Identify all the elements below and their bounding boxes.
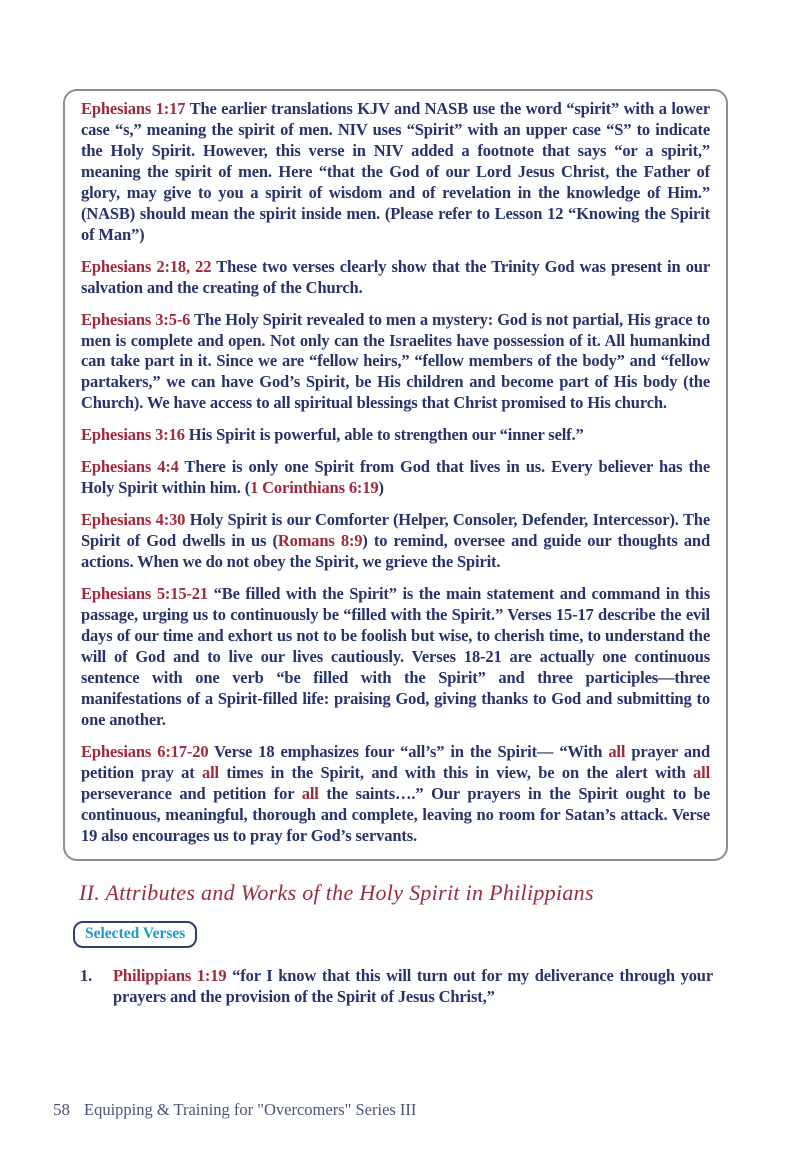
body-text: The earlier translations KJV and NASB use the word “spirit” with a lower case “s,” meaning the spirit of men. NIV uses “Spirit” with an upper case “S” to indicate the Holy Spirit. However, this verse in NIV added a footnote that says “or a spirit,” meaning the spirit of men. Here “that the God of our Lord Jesus Christ, the Father of glory, may give to you a spirit of wisdom and of revelation in the knowledge of Him.” (NASB) should mean the spirit inside men. (Please refer to Lesson 12 “Knowing the Spirit of Man”) (81, 99, 710, 244)
verse-paragraph (81, 457, 710, 499)
verse-reference: Ephesians 4:4 (81, 457, 179, 477)
verse-reference: Romans 8:9 (277, 531, 363, 551)
verse-list (80, 965, 713, 1008)
body-text: His Spirit is powerful, able to strengthen our “inner self.” (184, 425, 584, 445)
body-text: ) (378, 478, 384, 498)
verse-list-item (80, 965, 713, 1008)
verse-reference: all (301, 783, 319, 803)
verse-reference: Ephesians 2:18, 22 (81, 256, 212, 276)
body-text: There is only one Spirit from God that lives in us. Every believer has the Holy Spirit within him. ( (81, 457, 710, 498)
list-item-number: 1. (80, 965, 93, 985)
verse-reference: 1 Corinthians 6:19 (250, 478, 379, 498)
body-text: “Be filled with the Spirit” is the main statement and command in this passage, urging us to continuously be “filled with the Spirit.” Verses 15-17 describe the evil days of our time and exhort us not to be foolish but wise, to cherish time, to understand the will of God and to live our lives cautiously. Verses 18-21 are actually one continuous sentence with one verb “be filled with the Spirit” and three participles—three manifestations of a Spirit-filled life: praising God, giving thanks to God and submitting to one another. (81, 584, 710, 729)
page-number: 58 (53, 1100, 70, 1119)
verse-reference: all (693, 762, 710, 782)
verse-paragraph (81, 742, 710, 847)
verse-reference: Ephesians 5:15-21 (81, 584, 209, 604)
list-item-text (113, 965, 713, 1008)
verse-reference: Ephesians 4:30 (81, 510, 186, 530)
body-text: prayer and petition pray at (81, 741, 710, 782)
verse-reference: Ephesians 3:5-6 (81, 309, 191, 329)
selected-verses-badge-label: Selected Verses (85, 924, 186, 942)
verse-paragraph (81, 425, 710, 446)
body-text: the saints….” Our prayers in the Spirit ought to be continuous, meaningful, thorough and complete, leaving no room for Satan’s attack. Verse 19 also encourages us to pray for God’s servants. (81, 783, 710, 845)
body-text: “for I know that this will turn out for my deliverance through your prayers and the provision of the Spirit of Jesus Christ,” (113, 965, 713, 1006)
verse-reference: all (202, 762, 219, 782)
body-text: Holy Spirit is our Comforter (Helper, Consoler, Defender, Intercessor). The Spirit of God dwells in us ( (81, 510, 710, 551)
verse-paragraph (81, 584, 710, 731)
body-text: These two verses clearly show that the Trinity God was present in our salvation and the creating of the Church. (81, 256, 710, 297)
body-text: The Holy Spirit revealed to men a mystery: God is not partial, His grace to men is complete and open. Not only can the Israelites have possession of it. All humankind can take part in it. Since we are “fellow heirs,” “fellow members of the body” and “fellow partakers,” we can have God’s Spirit, be His children and become part of His body (the Church). We have access to all spiritual blessings that Christ promised to His church. (81, 309, 710, 413)
verse-paragraph (81, 310, 710, 415)
section-heading: II. Attributes and Works of the Holy Spirit in Philippians (79, 879, 594, 905)
page-footer (53, 1100, 416, 1120)
verse-paragraph (81, 99, 710, 246)
verse-reference: Ephesians 3:16 (81, 425, 185, 445)
verse-reference: Ephesians 1:17 (81, 99, 186, 118)
verse-paragraph (81, 510, 710, 573)
verse-reference: Ephesians 6:17-20 (81, 741, 209, 761)
footer-title: Equipping & Training for "Overcomers" Series III (84, 1100, 417, 1119)
body-text: ) to remind, oversee and guide our thoughts and actions. When we do not obey the Spirit, we grieve the Spirit. (81, 531, 710, 572)
body-text: perseverance and petition for (81, 783, 302, 803)
commentary-box (63, 89, 728, 861)
body-text: times in the Spirit, and with this in view, be on the alert with (218, 762, 694, 782)
body-text: Verse 18 emphasizes four “all’s” in the Spirit— “With (208, 741, 609, 761)
verse-reference: Philippians 1:19 (113, 965, 227, 985)
verse-paragraph (81, 257, 710, 299)
verse-reference: all (608, 741, 626, 761)
selected-verses-badge (73, 921, 197, 948)
